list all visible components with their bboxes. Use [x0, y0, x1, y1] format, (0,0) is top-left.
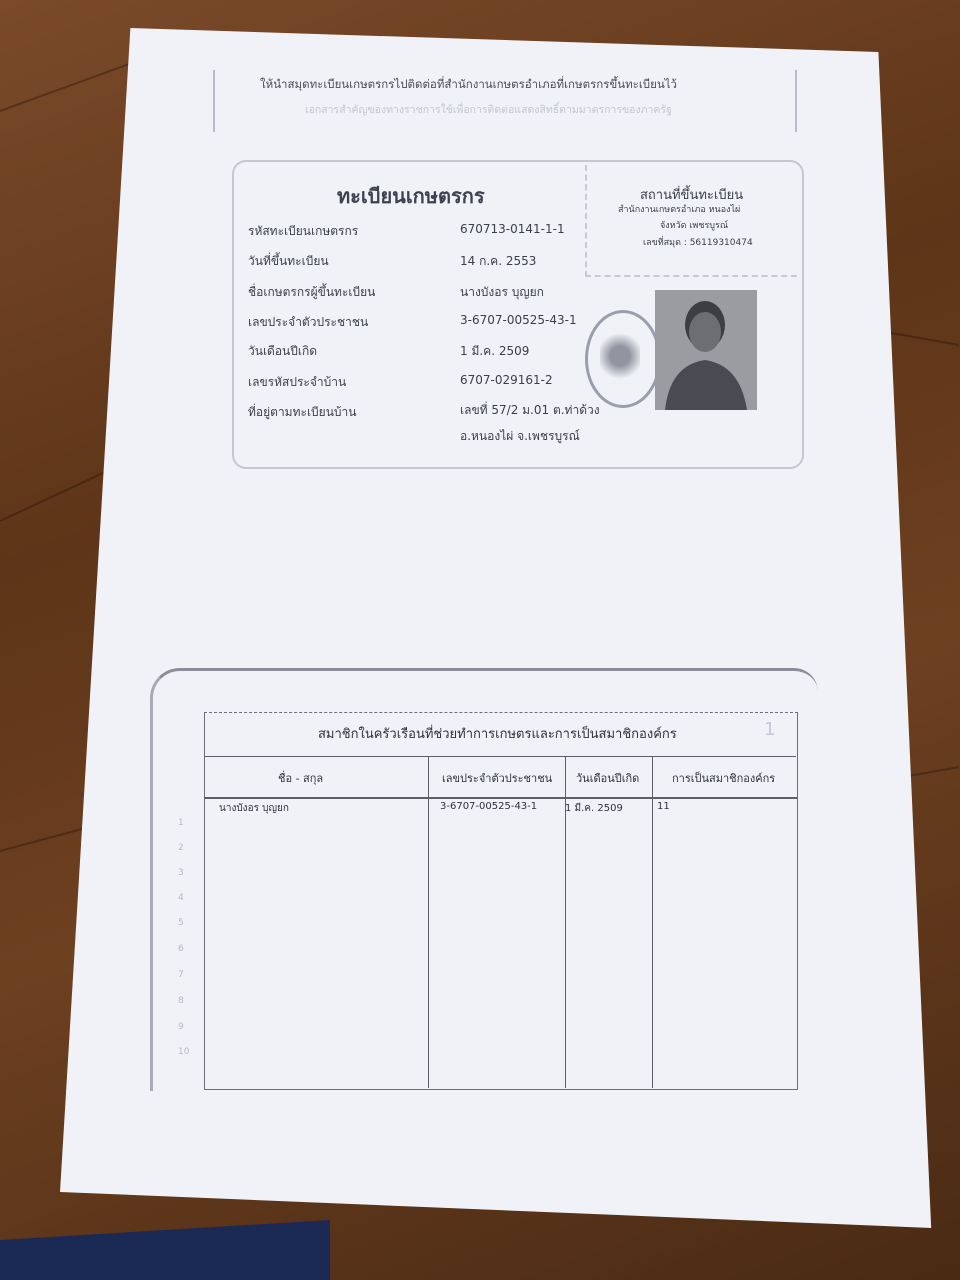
table-divider — [204, 756, 796, 757]
row-number: 5 — [178, 918, 184, 928]
office-title: สถานที่ขึ้นทะเบียน — [640, 188, 744, 203]
value-house-code: 6707-029161-2 — [460, 373, 553, 387]
farmer-photo — [655, 290, 757, 410]
office-line-1: สำนักงานเกษตรอำเภอ หนองไผ่ — [618, 205, 741, 215]
label-citizen-id: เลขประจำตัวประชาชน — [248, 315, 369, 329]
table-row-id: 3-6707-00525-43-1 — [440, 801, 538, 812]
row-number: 8 — [178, 996, 184, 1006]
row-number: 6 — [178, 944, 184, 954]
registration-title: ทะเบียนเกษตรกร — [337, 184, 485, 208]
office-line-2: จังหวัด เพชรบูรณ์ — [660, 221, 729, 231]
office-line-3: เลขที่สมุด : 56119310474 — [643, 238, 753, 248]
row-number: 1 — [178, 818, 184, 828]
table-col-divider — [428, 756, 429, 1088]
label-register-date: วันที่ขึ้นทะเบียน — [248, 254, 329, 268]
header-birth-date: วันเดือนปีเกิด — [576, 772, 640, 785]
table-row-dob: 1 มี.ค. 2509 — [565, 803, 623, 814]
row-number: 9 — [178, 1022, 184, 1032]
value-address-line2: อ.หนองไผ่ จ.เพชรบูรณ์ — [460, 429, 580, 443]
household-page-number: 1 — [764, 719, 776, 740]
label-farmer-name: ชื่อเกษตรกรผู้ขึ้นทะเบียน — [248, 285, 376, 299]
table-row-name: นางบังอร บุญยก — [219, 803, 289, 814]
value-farmer-name: นางบังอร บุญยก — [460, 285, 544, 299]
household-title: สมาชิกในครัวเรือนที่ช่วยทำการเกษตรและการเป็นสมาชิกองค์กร — [318, 727, 677, 742]
header-org-membership: การเป็นสมาชิกองค์กร — [672, 772, 776, 785]
row-number: 4 — [178, 893, 184, 903]
notice-line-2: เอกสารสำคัญของทางราชการใช้เพื่อการติดต่อแสดงสิทธิ์ตามมาตรการของภาครัฐ — [305, 104, 672, 116]
row-number: 10 — [178, 1047, 190, 1057]
table-header-divider — [204, 797, 798, 799]
label-house-code: เลขรหัสประจำบ้าน — [248, 375, 347, 389]
row-number: 2 — [178, 843, 184, 853]
notice-line-1: ให้นำสมุดทะเบียนเกษตรกรไปติดต่อที่สำนักงานเกษตรอำเภอที่เกษตรกรขึ้นทะเบียนไว้ — [260, 77, 677, 91]
value-address: เลขที่ 57/2 ม.01 ต.ท่าด้วง — [460, 403, 600, 417]
table-row-org: 11 — [657, 801, 670, 812]
value-citizen-id: 3-6707-00525-43-1 — [460, 313, 577, 327]
header-name: ชื่อ - สกุล — [278, 772, 324, 785]
value-farmer-code: 670713-0141-1-1 — [460, 222, 565, 236]
value-register-date: 14 ก.ค. 2553 — [460, 254, 537, 268]
label-birth-date: วันเดือนปีเกิด — [248, 344, 318, 358]
table-col-divider — [652, 756, 653, 1088]
garuda-emblem-icon — [600, 330, 640, 382]
header-citizen-id: เลขประจำตัวประชาชน — [442, 772, 553, 785]
value-birth-date: 1 มี.ค. 2509 — [460, 344, 530, 358]
label-farmer-code: รหัสทะเบียนเกษตรกร — [248, 224, 359, 238]
row-number: 3 — [178, 868, 184, 878]
row-number: 7 — [178, 970, 184, 980]
portrait-icon — [655, 290, 757, 410]
label-address: ที่อยู่ตามทะเบียนบ้าน — [248, 405, 357, 419]
